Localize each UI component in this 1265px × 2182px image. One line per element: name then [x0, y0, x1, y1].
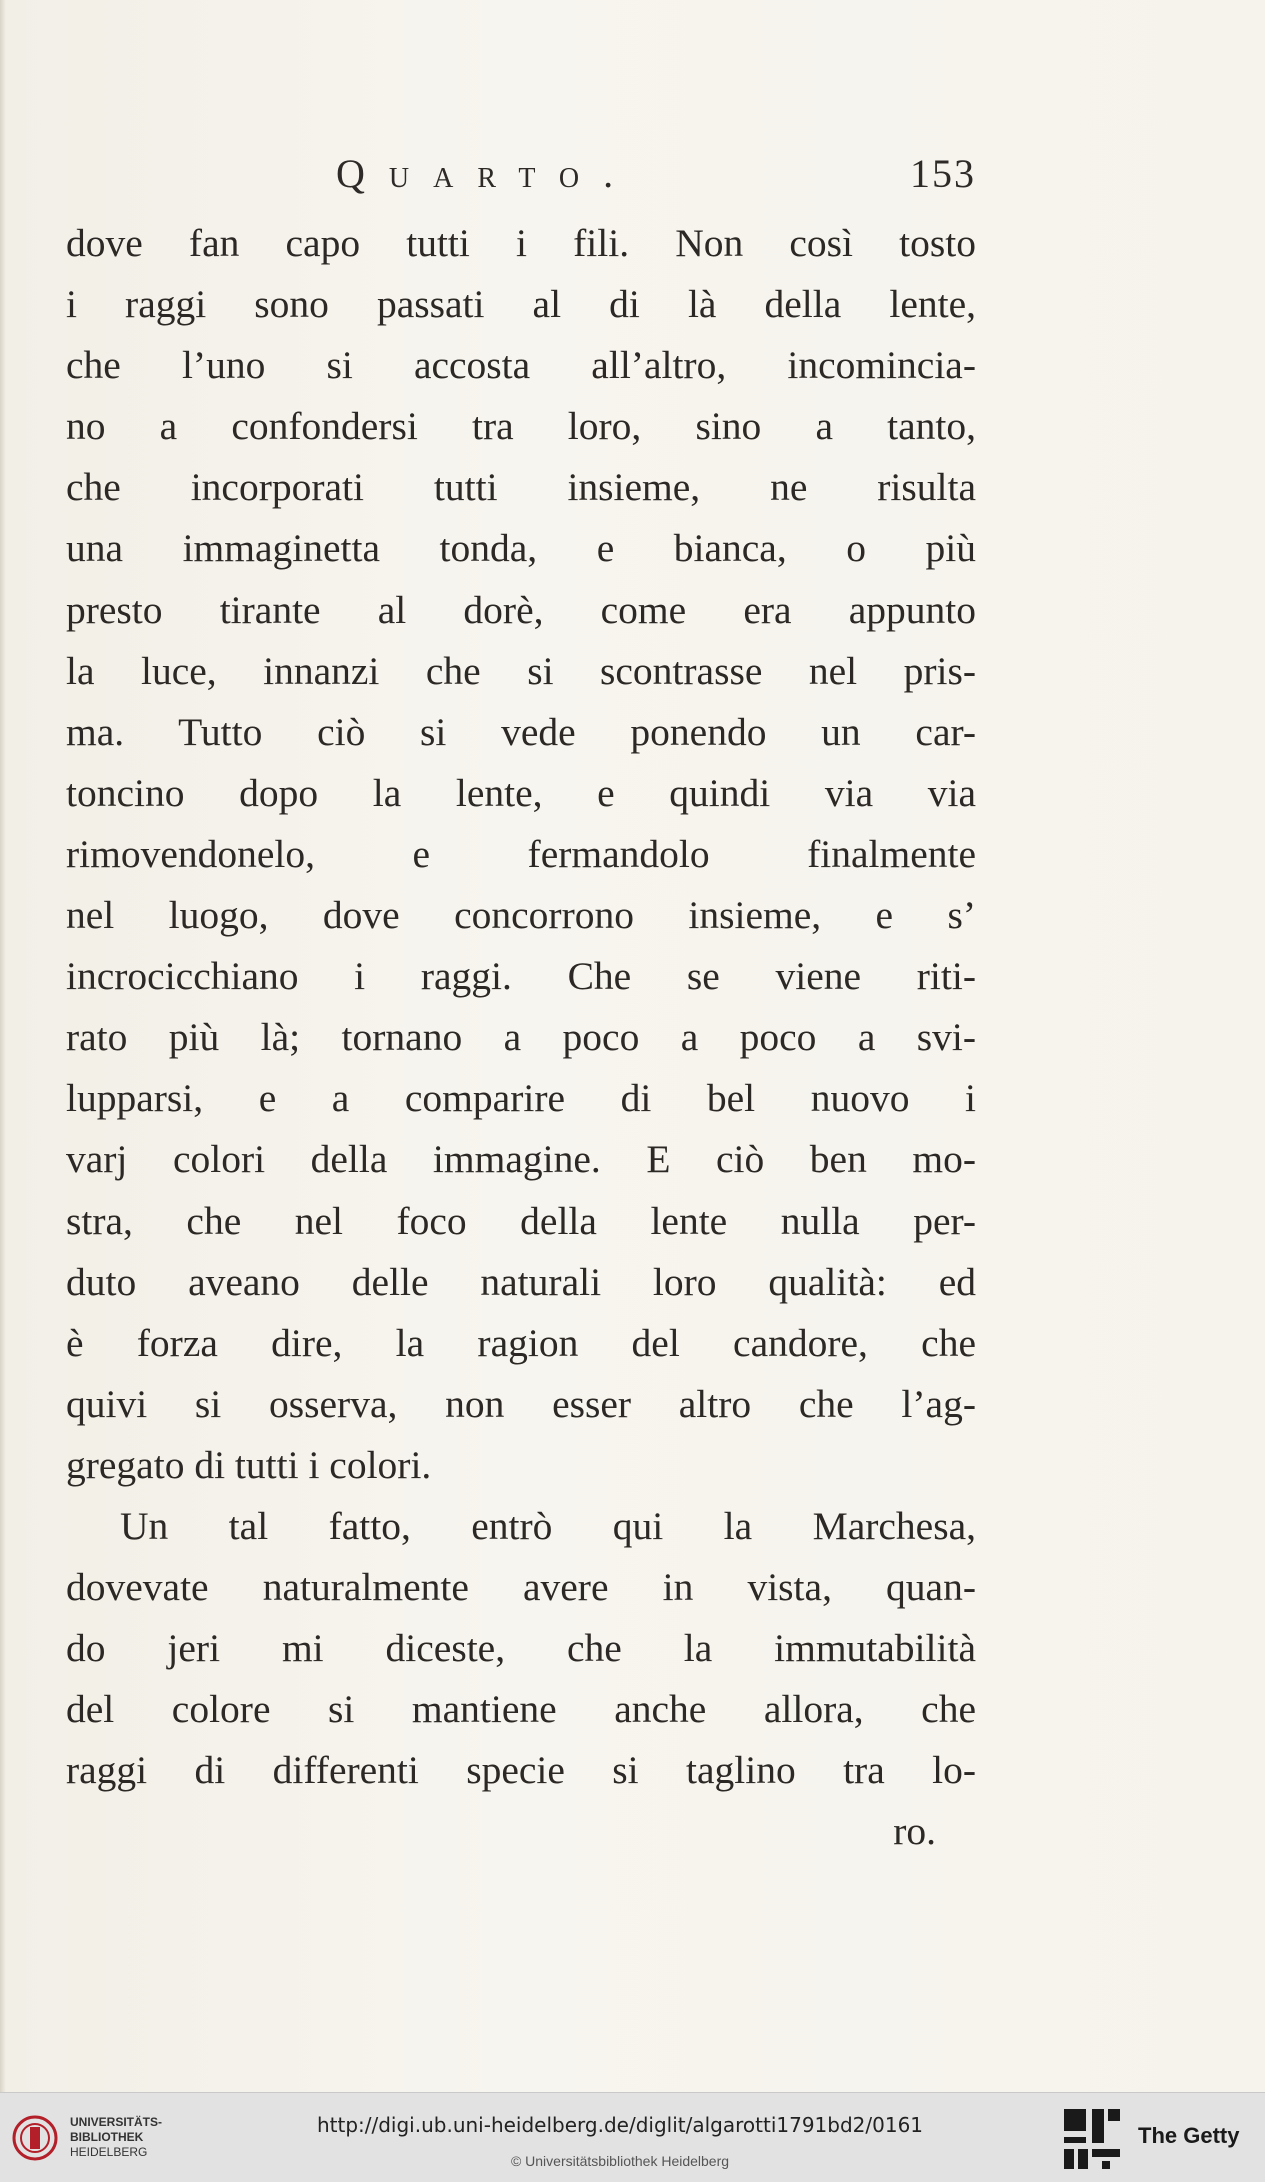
text-line: è forza dire, la ragion del candore, che [66, 1320, 976, 1365]
body-text [66, 213, 976, 1863]
running-title: Quarto. [336, 151, 638, 196]
text-line: incrocicchiano i raggi. Che se viene riti- [66, 954, 976, 999]
heidelberg-seal-icon [12, 2115, 58, 2161]
library-logo[interactable] [12, 2111, 172, 2167]
page-edge-shadow [0, 0, 6, 2092]
text-line: rimovendonelo, e fermandolo finalmente [66, 831, 976, 876]
viewer-footer [0, 2092, 1265, 2182]
library-name-line3: HEIDELBERG [70, 2145, 148, 2159]
copyright-notice: © Universitätsbibliothek Heidelberg [510, 2153, 730, 2169]
text-line: raggi di differenti specie si taglino tra lo- [66, 1748, 976, 1793]
getty-logo-icon[interactable] [1062, 2107, 1122, 2171]
catchword: ro. [893, 1809, 936, 1854]
text-line: no a confondersi tra loro, sino a tanto, [66, 404, 976, 449]
text-line: dovevate naturalmente avere in vista, quan- [66, 1565, 976, 1610]
text-line: che incorporati tutti insieme, ne risulta [66, 465, 976, 510]
text-line: do jeri mi diceste, che la immutabilità [66, 1626, 976, 1671]
text-line: i raggi sono passati al di là della lente, [66, 282, 976, 327]
partner-name[interactable]: The Getty [1138, 2123, 1240, 2148]
text-line: una immaginetta tonda, e bianca, o più [66, 526, 976, 571]
text-line: duto aveano delle naturali loro qualità: ed [66, 1259, 976, 1304]
page-number: 153 [910, 151, 976, 196]
text-line: lupparsi, e a comparire di bel nuovo i [66, 1076, 976, 1121]
text-line: che l’uno si accosta all’altro, incomincia- [66, 343, 976, 388]
text-line: varj colori della immagine. E ciò ben mo- [66, 1137, 976, 1182]
text-line: presto tirante al dorè, come era appunto [66, 587, 976, 632]
text-line: nel luogo, dove concorrono insieme, e s’ [66, 893, 976, 938]
library-name-line1: UNIVERSITÄTS- [70, 2115, 163, 2129]
permalink-url[interactable]: http://digi.ub.uni-heidelberg.de/diglit/algarotti1791bd2/0161 [316, 2113, 924, 2137]
text-line: del colore si mantiene anche allora, che [66, 1687, 976, 1732]
running-head [66, 150, 976, 206]
text-line: gregato di tutti i colori. [66, 1442, 432, 1487]
text-line: stra, che nel foco della lente nulla per- [66, 1198, 976, 1243]
text-line: toncino dopo la lente, e quindi via via [66, 770, 976, 815]
text-line: ma. Tutto ciò si vede ponendo un car- [66, 709, 976, 754]
text-line: dove fan capo tutti i fili. Non così tosto [66, 221, 976, 265]
text-line: Un tal fatto, entrò qui la Marchesa, [120, 1503, 976, 1548]
text-line: quivi si osserva, non esser altro che l’ag- [66, 1381, 976, 1426]
library-name-line2: BIBLIOTHEK [70, 2130, 144, 2144]
text-line: rato più là; tornano a poco a poco a svi- [66, 1015, 976, 1060]
text-line: la luce, innanzi che si scontrasse nel pris- [66, 648, 976, 693]
